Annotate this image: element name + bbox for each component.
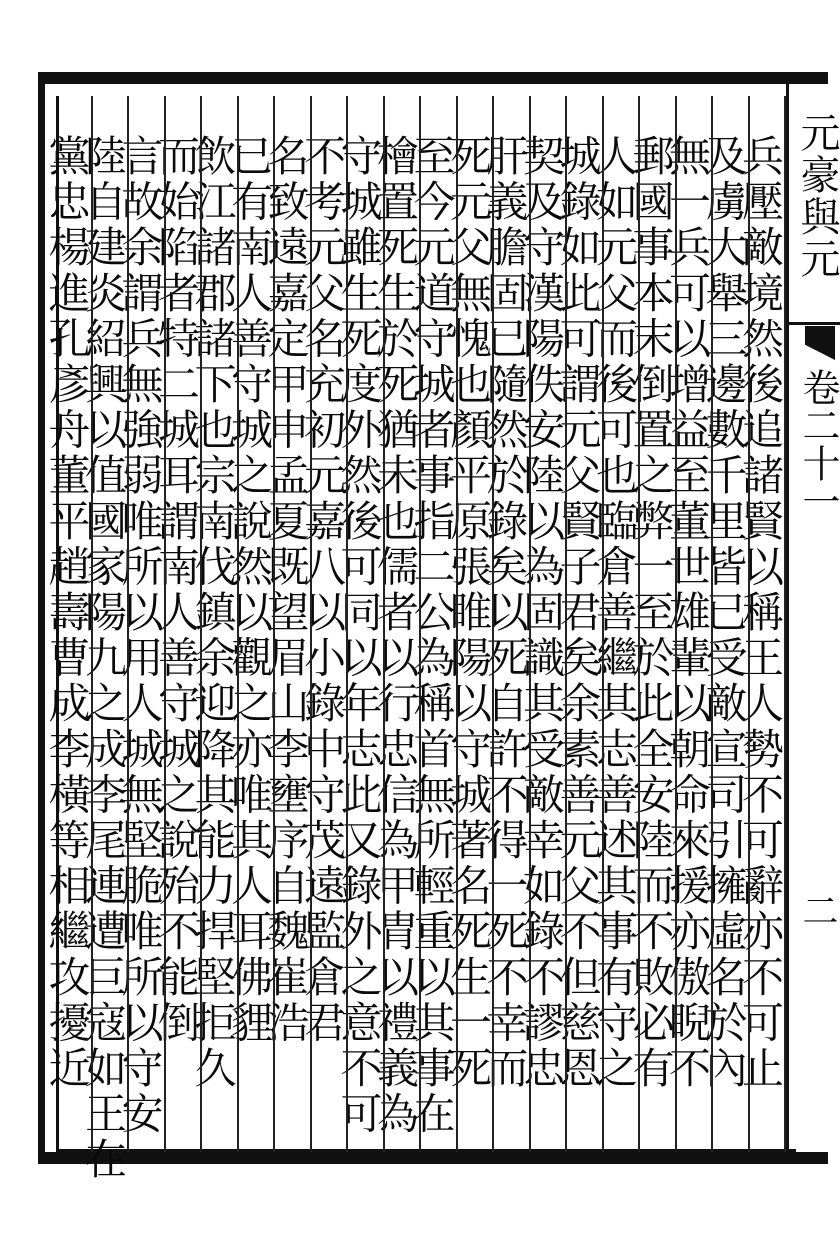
text-column (115, 96, 166, 1152)
column-text: 黨忠楊進孔彥舟董平趙壽曹成李橫等相繼攻擾近 (42, 134, 92, 1092)
column-text: 契及守漢陽佚安陸以為固識其受敵幸如錄不謬忠 (517, 134, 566, 1092)
running-title: 元豪與元 (794, 112, 840, 280)
column-text: 無一兵可以增益至董世雄輩以朝命來援亦傲睨不 (663, 134, 712, 1092)
text-column (699, 96, 750, 1152)
text-column (517, 96, 568, 1152)
chapter-label: 卷二十一 (796, 368, 840, 520)
text-column (188, 96, 239, 1152)
column-text: 檜置死生於死猶未也儒者以行忠信為甲胄以禮義為 (371, 134, 420, 1138)
text-column (79, 96, 130, 1183)
column-text: 已有南人善守城之說然以觀之亦唯其人耳佛貍 (225, 134, 274, 1046)
text-column (626, 96, 677, 1152)
text-column (553, 96, 604, 1152)
column-text: 人如元父而後可也臨倉善繼其志善述其事有守之 (590, 134, 639, 1092)
column-text: 名致遠嘉定甲申孟夏既望眉山李壅序自魏崔浩 (261, 134, 311, 1046)
column-text: 飲江諸郡諸下也宗南伐鎮余迎降其能力捍堅拒久 (188, 134, 238, 1092)
column-text: 陸自建炎紹興以值國家陽九之成李尾連遭巨寇如王在 (79, 134, 128, 1183)
text-column (663, 96, 714, 1152)
text-column (736, 96, 787, 1152)
page-center-column (786, 72, 840, 1164)
column-text: 及虜大舉三邊數千里皆已受敵宣司引擁虛名於內 (699, 134, 749, 1092)
text-column (407, 96, 458, 1152)
text-column (225, 96, 276, 1152)
column-text: 死元父無愧也顏平原張睢陽以守城著名死生一死 (444, 134, 493, 1092)
column-text: 郵國事本末倒置之弊一至於此全安陸而不敗必有 (626, 134, 676, 1092)
column-text: 而始陷者特二城耳謂南人善守城之說殆不能倒 (152, 134, 201, 1046)
column-text: 肝義膽固已隨然於錄矣以死自許不得一死不幸而 (480, 134, 530, 1092)
text-column (371, 96, 422, 1152)
column-text: 城錄如此可謂元父賢子君矣余素善元父不但慈恩 (553, 134, 603, 1092)
column-text: 守城雖生死度外然後可同以年志此又錄外之意不可 (334, 134, 384, 1138)
column-text: 至今元道守城者事指二公為稱首無所輕重以其事在 (407, 134, 457, 1138)
fishtail-divider (789, 322, 840, 325)
column-text: 不考元父名充初元嘉八以小錄中守茂遠監倉君 (298, 134, 347, 1046)
text-column (152, 96, 203, 1152)
column-text: 言故余謂兵無強弱唯所以用人城無堅脆唯所以守安 (115, 134, 165, 1138)
page-number: 二 (797, 892, 838, 928)
text-column (42, 96, 93, 1152)
text-column (444, 96, 495, 1152)
fishtail-mark-icon (805, 326, 835, 360)
text-column (590, 96, 641, 1152)
text-column (480, 96, 531, 1152)
text-column (334, 96, 385, 1152)
column-text: 兵壓敵境然後追諸賢以稱王人勢不可辭亦不可止 (736, 134, 785, 1092)
text-column (298, 96, 349, 1152)
text-column (261, 96, 312, 1152)
